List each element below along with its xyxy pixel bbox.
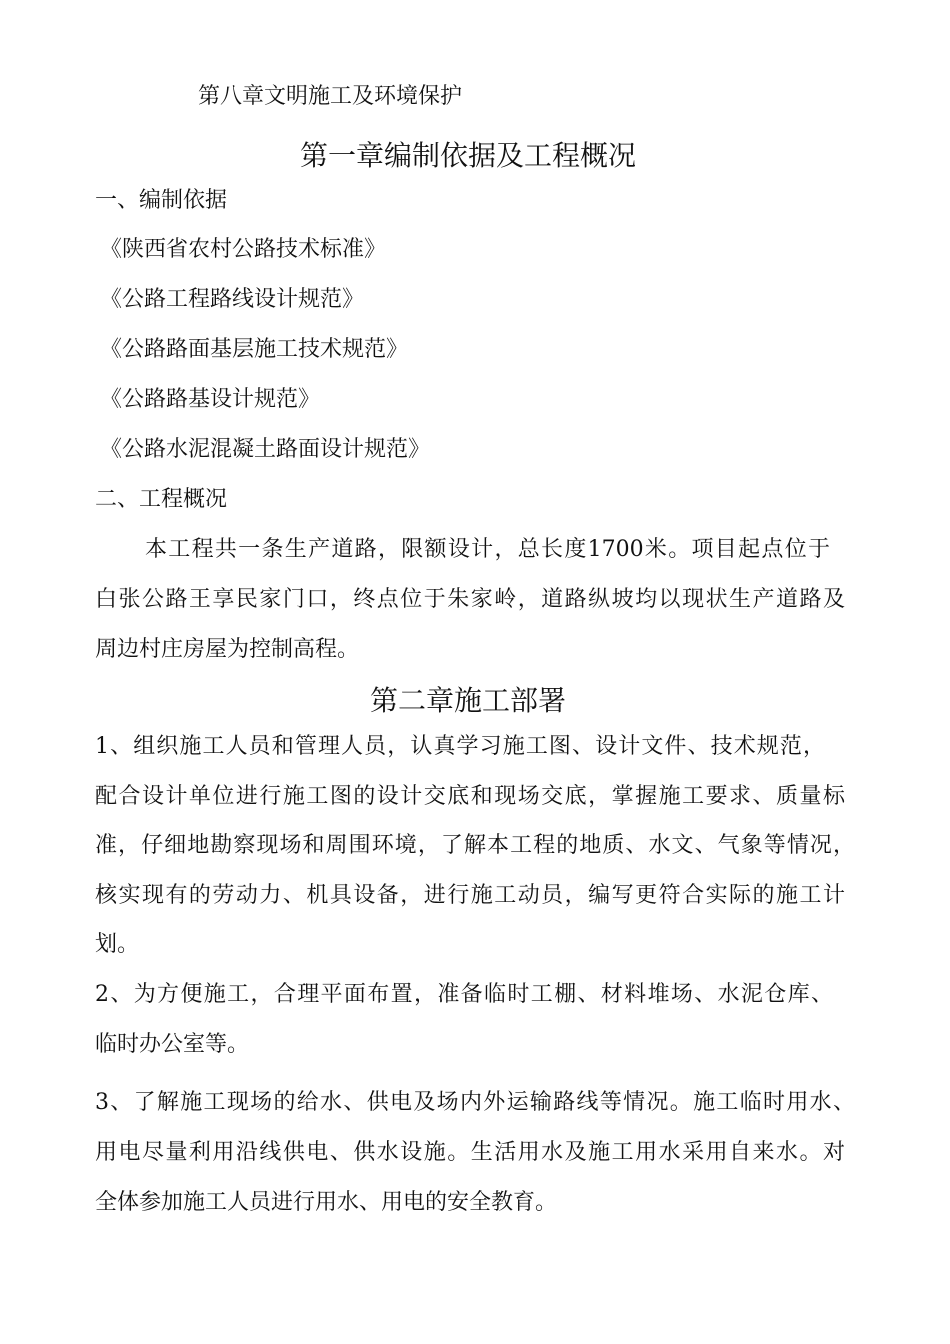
- reference-item: 《公路路面基层施工技术规范》: [100, 337, 409, 362]
- reference-item: 《公路水泥混凝土路面设计规范》: [100, 437, 431, 462]
- section-heading-overview: 二、工程概况: [95, 487, 228, 512]
- reference-item: 《公路工程路线设计规范》: [100, 287, 365, 312]
- item2-line: [95, 980, 833, 1010]
- reference-item: 《公路路基设计规范》: [100, 387, 321, 412]
- section-heading-basis: 一、编制依据: [95, 188, 228, 213]
- item3-line: [95, 1138, 845, 1168]
- overview-line-text: 白张公路王享民家门口，终点位于朱家岭，道路纵坡均以现状生产道路及: [95, 587, 845, 612]
- overview-line: 周边村庄房屋为控制高程。: [95, 637, 360, 662]
- item3-line-text: 用电尽量利用沿线供电、供水设施。生活用水及施工用水采用自来水。对: [95, 1140, 845, 1165]
- item1-line: 划。: [95, 932, 140, 957]
- toc-entry-chapter8: 第八章文明施工及环境保护: [198, 84, 463, 109]
- item3-line: [95, 1088, 855, 1118]
- item1-line: [95, 782, 845, 812]
- overview-line: [95, 585, 845, 615]
- item3-line-text: 3、了解施工现场的给水、供电及场内外运输路线等情况。施工临时用水、: [95, 1090, 855, 1115]
- item2-line: 临时办公室等。: [95, 1032, 250, 1057]
- item3-line: 全体参加施工人员进行用水、用电的安全教育。: [95, 1190, 558, 1215]
- overview-line: [145, 535, 830, 565]
- item1-line-text: 准，仔细地勘察现场和周围环境，了解本工程的地质、水文、气象等情况，: [95, 833, 855, 858]
- item1-line: [95, 881, 845, 911]
- chapter2-title: 第二章施工部署: [370, 684, 567, 717]
- chapter1-title: 第一章编制依据及工程概况: [300, 139, 637, 172]
- item2-line-text: 2、为方便施工，合理平面布置，准备临时工棚、材料堆场、水泥仓库、: [95, 982, 833, 1007]
- item1-line: [95, 831, 855, 861]
- item1-line-text: 核实现有的劳动力、机具设备，进行施工动员，编写更符合实际的施工计: [95, 883, 845, 908]
- reference-item: 《陕西省农村公路技术标准》: [100, 237, 387, 262]
- item1-line-text: 1、组织施工人员和管理人员，认真学习施工图、设计文件、技术规范，: [95, 734, 825, 759]
- item1-line-text: 配合设计单位进行施工图的设计交底和现场交底，掌握施工要求、质量标: [95, 784, 845, 809]
- overview-line-text: 本工程共一条生产道路，限额设计，总长度1700米。项目起点位于: [145, 537, 830, 562]
- item1-line: [95, 732, 825, 762]
